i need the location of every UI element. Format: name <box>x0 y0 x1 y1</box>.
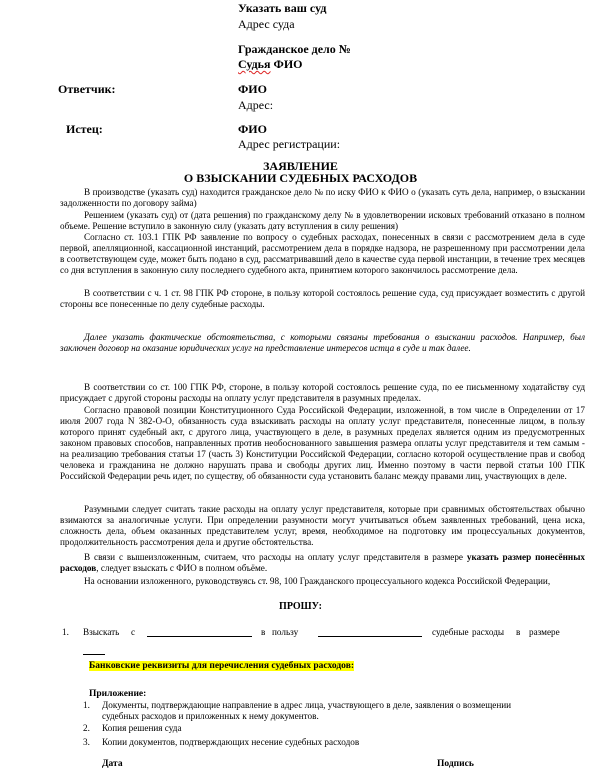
paragraph-article-100: В соответствии со ст. 100 ГПК РФ, стороне, в пользу которой состоялось решение суда, по ее письменному ходатайству суд присуждает с другой стороны расходы на оплату услуг представителя в разумных пределах. <box>60 382 585 403</box>
defendant-name: ФИО <box>238 82 267 96</box>
conclusion-tail: , следует взыскать с ФИО в полном объёме. <box>96 563 268 573</box>
petition-word-expenses: расходы <box>472 627 505 637</box>
defendant-label: Ответчик: <box>58 82 116 96</box>
paragraph-article-103: Согласно ст. 103.1 ГПК РФ заявление по вопросу о судебных расходах, понесенных в связи с рассмотрением дела в суде первой, апелляционной, кассационной инстанций, рассмотрением дела в порядке надзора, не разрешенному при рассмотрении дела в соответствующем суде, может быть подано в суд, рассматривавший дело в качестве суда первой инстанции, в течение трех месяцев со дня вступления в законную силу последнего судебного акта, принятием которого закончилось рассмотрение дела. <box>60 232 585 275</box>
plaintiff-name: ФИО <box>238 122 267 136</box>
paragraph-constitutional-court: Согласно правовой позиции Конституционного Суда Российской Федерации, изложенной, в том числе в Определении от 17 июля 2007 года N 382-О-О, обязанность суда взыскивать расходы на оплату услуг представителя, понесенные лицом, в пользу которого принят судебный акт, с другого лица, участвующего в деле, в разумных пределах является одним из предусмотренных законом правовых способов, направленных против необоснованного завышения размера оплаты услуг представителя и тем самым - на реализацию требования статьи 17 (часть 3) Конституции Российской Федерации, согласно которой осуществление прав и свобод человека и гражданина не должно нарушать права и свободы других лиц. Именно поэтому в части первой статьи 100 ГПК Российской Федерации речь идет, по существу, об обязанности суда установить баланс между правами лиц, участвующих в деле. <box>60 405 585 481</box>
judge-word: Судья <box>238 57 271 71</box>
plaintiff-label: Истец: <box>66 122 103 136</box>
attachment-item-1: Документы, подтверждающие направление в адрес лица, участвующего в деле, заявления о возмещении <box>102 700 512 710</box>
signature-label: Подпись <box>437 759 474 769</box>
court-address: Адрес суда <box>238 17 295 31</box>
petition-word-amount: размере <box>529 627 560 637</box>
paragraph-reasonableness: Разумными следует считать такие расходы на оплату услуг представителя, которые при сравнимых обстоятельствах обычно взимаются за аналогичные услуги. При определении разумности могут учитываться объем заявленных требований, цена иска, сложность дела, объем оказанных представителем услуг, время, необходимое на подготовку им процессуальных документов, продолжительность рассмотрения дела и другие обстоятельства. <box>60 504 585 547</box>
petition-item-number: 1. <box>62 627 69 637</box>
attachment-number-1: 1. <box>83 700 90 710</box>
date-label: Дата <box>102 759 123 769</box>
paragraph-facts-instruction: Далее указать фактические обстоятельства, с которыми связаны требования о взыскании расходов. Например, был заключен договор на оказание юридических услуг на представление интересов истца в суде и так далее. <box>60 332 585 353</box>
petition-word-favor: пользу <box>272 627 299 637</box>
attachment-number-2: 2. <box>83 723 90 733</box>
attachments-heading: Приложение: <box>89 689 147 699</box>
petition-word-in-amount: в <box>516 627 521 637</box>
paragraph-conclusion <box>60 552 585 574</box>
paragraph-proceedings: В производстве (указать суд) находится гражданское дело № по иску ФИО к ФИО о (указать суть дела, например, о взыскании задолженности по договору займа) <box>60 187 585 208</box>
bank-details-heading <box>89 660 354 672</box>
attachment-item-2: Копия решения суда <box>102 723 182 733</box>
petition-word-collect: Взыскать <box>83 627 120 637</box>
petition-word-in: в <box>261 627 266 637</box>
judge-line <box>238 57 303 71</box>
case-number-label: Гражданское дело № <box>238 42 351 56</box>
plaintiff-address: Адрес регистрации: <box>238 137 341 151</box>
document-subtitle: О ВЗЫСКАНИИ СУДЕБНЫХ РАСХОДОВ <box>183 171 418 185</box>
defendant-blank-field[interactable] <box>147 627 252 637</box>
petition-word-from: с <box>131 627 136 637</box>
petition-word-court: судебные <box>432 627 469 637</box>
bank-details-text: Банковские реквизиты для перечисления судебных расходов: <box>89 661 354 671</box>
plaintiff-blank-field[interactable] <box>318 627 422 637</box>
attachment-number-3: 3. <box>83 737 90 747</box>
petition-heading: ПРОШУ: <box>279 601 322 612</box>
conclusion-amount: указать размер понесённых расходов <box>60 552 585 573</box>
court-title: Указать ваш суд <box>238 1 327 15</box>
attachment-item-3: Копии документов, подтверждающих несение судебных расходов <box>102 737 360 747</box>
document-title: ЗАЯВЛЕНИЕ <box>263 159 338 173</box>
paragraph-decision: Решением (указать суд) от (дата решения) по гражданскому делу № в удовлетворении исковых требований отказано в полном объеме. Решение вступило в законную силу (указать дату вступления в силу решения) <box>60 210 585 231</box>
judge-name: ФИО <box>273 57 303 71</box>
amount-blank-field[interactable] <box>83 645 105 655</box>
paragraph-article-98: В соответствии с ч. 1 ст. 98 ГПК РФ стороне, в пользу которой состоялось решение суда, суд присуждает возместить с другой стороны все понесенные по делу судебные расходы. <box>60 288 585 309</box>
defendant-address: Адрес: <box>238 98 274 112</box>
paragraph-basis: На основании изложенного, руководствуясь ст. 98, 100 Гражданского процессуального кодекса Российской Федерации, <box>84 576 551 586</box>
attachment-item-1-line2: судебных расходов и приложенных к нему документов. <box>102 711 319 721</box>
conclusion-text: В связи с вышеизложенным, считаем, что расходы на оплату услуг представителя в размере <box>84 552 467 562</box>
